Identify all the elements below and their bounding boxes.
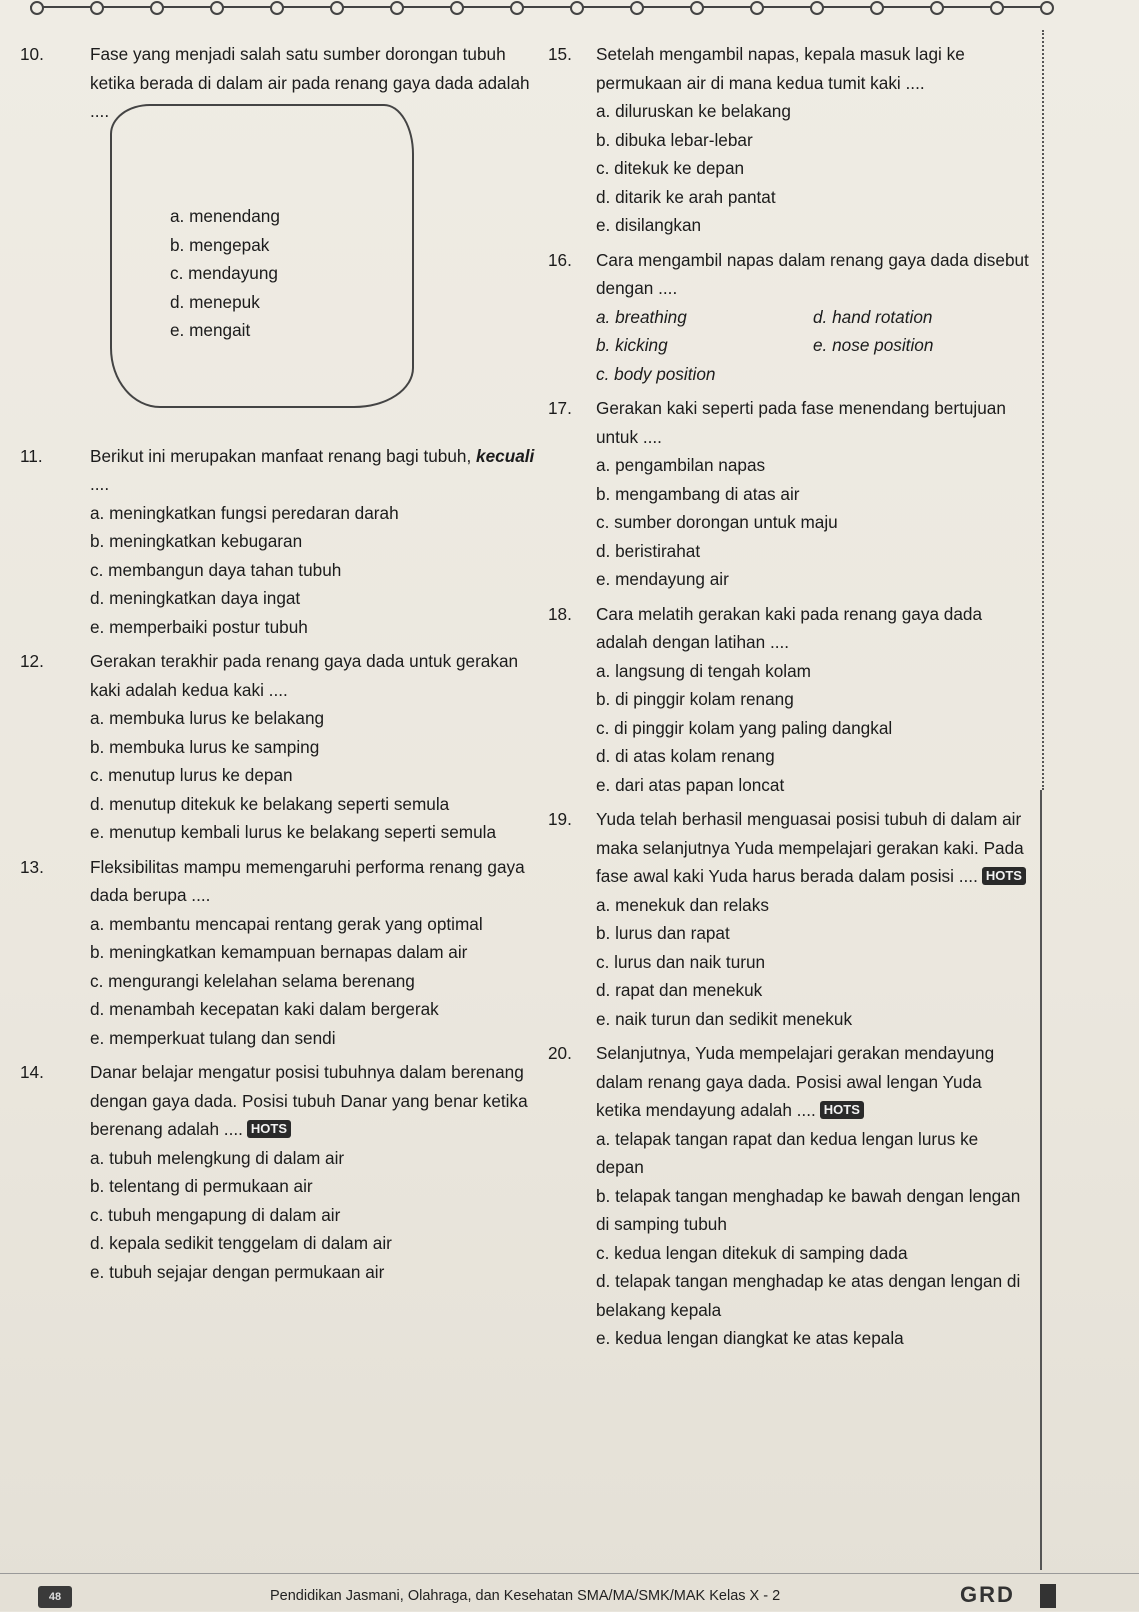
option-b[interactable]: b. meningkatkan kebugaran — [90, 531, 303, 551]
question-text-part: .... — [90, 474, 110, 494]
option-c[interactable]: c. ditekuk ke depan — [596, 158, 745, 178]
option-d[interactable]: d. telapak tangan menghadap ke atas dengan lengan di belakang kepala — [596, 1271, 1021, 1320]
option-e[interactable]: e. mengait — [170, 320, 251, 340]
option-e[interactable]: e. tubuh sejajar dengan permukaan air — [90, 1261, 385, 1282]
option-c[interactable]: c. di pinggir kolam yang paling dangkal — [596, 717, 893, 738]
option-c[interactable]: c. mengurangi kelelahan selama berenang — [90, 970, 415, 991]
question-text — [596, 1039, 1030, 1125]
option-b[interactable] — [596, 331, 813, 360]
question-number: 19. — [548, 809, 572, 829]
question-text-part: Yuda telah berhasil menguasai posisi tubuh di dalam air maka selanjutnya Yuda mempelajari gerakan kaki. Pada fase awal kaki Yuda harus berada dalam posisi .... — [596, 809, 1024, 886]
option-b[interactable]: b. meningkatkan kemampuan bernapas dalam air — [90, 942, 468, 962]
option-c[interactable]: c. membangun daya tahan tubuh — [90, 559, 342, 580]
option-d[interactable]: d. di atas kolam renang — [596, 746, 775, 766]
question-number: 20. — [548, 1043, 572, 1063]
option-c[interactable]: c. tubuh mengapung di dalam air — [90, 1204, 341, 1225]
question-number: 11. — [20, 445, 43, 466]
question-number: 14. — [20, 1062, 44, 1082]
hots-badge: HOTS — [247, 1120, 291, 1138]
right-column — [548, 40, 1030, 1353]
option-label: a. breathing — [596, 306, 687, 327]
question-text — [596, 805, 1030, 891]
question-text: Cara mengambil napas dalam renang gaya dada disebut dengan .... — [596, 249, 1029, 298]
option-b[interactable]: b. lurus dan rapat — [596, 923, 730, 943]
question-text: Setelah mengambil napas, kepala masuk lagi ke permukaan air di mana kedua tumit kaki .... — [596, 44, 965, 93]
right-page-border — [1040, 790, 1050, 1570]
option-label: c. body position — [596, 363, 716, 384]
question-text — [90, 1058, 545, 1144]
option-a[interactable]: a. pengambilan napas — [596, 455, 766, 475]
question-10-options — [170, 202, 280, 345]
option-b[interactable]: b. membuka lurus ke samping — [90, 736, 320, 757]
option-c[interactable]: c. lurus dan naik turun — [596, 951, 766, 972]
option-c[interactable]: c. menutup lurus ke depan — [90, 765, 293, 785]
question-text: Fleksibilitas mampu memengaruhi performa renang gaya dada berupa .... — [90, 856, 525, 905]
option-d[interactable]: d. meningkatkan daya ingat — [90, 588, 301, 608]
question-text-part: Berikut ini merupakan manfaat renang bagi tubuh, — [90, 445, 477, 466]
option-a[interactable]: a. tubuh melengkung di dalam air — [90, 1147, 345, 1168]
option-a[interactable]: a. membantu mencapai rentang gerak yang optimal — [90, 913, 483, 934]
question-18 — [548, 600, 1030, 800]
question-number: 18. — [548, 603, 572, 624]
option-d[interactable]: d. menambah kecepatan kaki dalam bergerak — [90, 999, 439, 1019]
option-d[interactable]: d. ditarik ke arah pantat — [596, 186, 776, 207]
option-e[interactable] — [813, 331, 1030, 360]
option-e[interactable]: e. kedua lengan diangkat ke atas kepala — [596, 1328, 904, 1348]
question-text: Fase yang menjadi salah satu sumber dorongan tubuh ketika berada di dalam air pada renang gaya dada adalah .... — [90, 44, 530, 121]
question-16 — [548, 246, 1030, 389]
option-c[interactable]: c. mendayung — [170, 263, 278, 283]
option-d[interactable]: d. rapat dan menekuk — [596, 980, 763, 1000]
option-c[interactable] — [596, 360, 813, 389]
option-d[interactable]: d. menutup ditekuk ke belakang seperti semula — [90, 793, 450, 814]
question-text: Gerakan terakhir pada renang gaya dada untuk gerakan kaki adalah kedua kaki .... — [90, 651, 519, 700]
question-text: Gerakan kaki seperti pada fase menendang bertujuan untuk .... — [596, 398, 1006, 447]
page-number: 48 — [38, 1586, 72, 1608]
option-e[interactable]: e. disilangkan — [596, 215, 702, 235]
option-e[interactable]: e. memperbaiki postur tubuh — [90, 616, 308, 637]
option-e[interactable]: e. dari atas papan loncat — [596, 774, 785, 795]
option-a[interactable]: a. diluruskan ke belakang — [596, 101, 791, 121]
question-15 — [548, 40, 1030, 240]
question-11 — [20, 442, 545, 642]
question-number: 10. — [20, 44, 44, 64]
question-number: 12. — [20, 651, 44, 671]
question-number: 16. — [548, 249, 572, 270]
book-title: Pendidikan Jasmani, Olahraga, dan Kesehatan SMA/MA/SMK/MAK Kelas X - 2 — [270, 1588, 781, 1604]
option-b[interactable]: b. di pinggir kolam renang — [596, 689, 794, 709]
option-d[interactable]: d. beristirahat — [596, 540, 701, 561]
question-17 — [548, 394, 1030, 594]
option-a[interactable] — [596, 303, 813, 332]
hots-badge: HOTS — [982, 867, 1026, 885]
option-d[interactable] — [813, 303, 1030, 332]
question-number: 17. — [548, 398, 572, 418]
question-text-part: Danar belajar mengatur posisi tubuhnya dalam berenang dengan gaya dada. Posisi tubuh Danar yang benar ketika berenang adalah .... — [90, 1062, 528, 1139]
option-b[interactable]: b. mengepak — [170, 234, 270, 255]
option-grid — [596, 303, 1030, 389]
option-a[interactable]: a. menekuk dan relaks — [596, 894, 769, 915]
option-label: d. hand rotation — [813, 306, 933, 327]
question-12 — [20, 647, 545, 847]
page-footer — [0, 1573, 1139, 1612]
option-a[interactable]: a. telapak tangan rapat dan kedua lengan lurus ke depan — [596, 1128, 979, 1177]
option-b[interactable]: b. telentang di permukaan air — [90, 1176, 313, 1196]
option-e[interactable]: e. mendayung air — [596, 569, 729, 589]
option-b[interactable]: b. mengambang di atas air — [596, 483, 800, 504]
right-margin-rings — [1028, 30, 1044, 790]
option-label: b. kicking — [596, 335, 668, 355]
question-emphasis: kecuali — [476, 445, 535, 466]
spiral-binding — [30, 6, 1050, 28]
question-number: 13. — [20, 856, 44, 877]
question-text: Cara melatih gerakan kaki pada renang gaya dada adalah dengan latihan .... — [596, 603, 983, 652]
option-d[interactable]: d. menepuk — [170, 291, 260, 312]
option-c[interactable]: c. sumber dorongan untuk maju — [596, 512, 838, 532]
option-b[interactable]: b. dibuka lebar-lebar — [596, 129, 753, 150]
publisher-logo-mark — [1040, 1584, 1056, 1608]
option-a[interactable]: a. meningkatkan fungsi peredaran darah — [90, 502, 399, 523]
option-a[interactable]: a. langsung di tengah kolam — [596, 660, 811, 681]
option-e[interactable]: e. menutup kembali lurus ke belakang seperti semula — [90, 822, 497, 842]
option-label: e. nose position — [813, 335, 934, 355]
option-b[interactable]: b. telapak tangan menghadap ke bawah dengan lengan di samping tubuh — [596, 1185, 1021, 1234]
question-13 — [20, 853, 545, 1053]
question-19 — [548, 805, 1030, 1033]
question-text-part: Selanjutnya, Yuda mempelajari gerakan mendayung dalam renang gaya dada. Posisi awal lengan Yuda ketika mendayung adalah .... — [596, 1043, 995, 1120]
option-c[interactable]: c. kedua lengan ditekuk di samping dada — [596, 1242, 908, 1263]
question-text — [90, 442, 545, 499]
option-e[interactable]: e. memperkuat tulang dan sendi — [90, 1027, 336, 1048]
hots-badge: HOTS — [820, 1101, 864, 1119]
question-number: 15. — [548, 44, 572, 64]
option-e[interactable]: e. naik turun dan sedikit menekuk — [596, 1008, 853, 1029]
option-a[interactable]: a. menendang — [170, 206, 280, 226]
question-14 — [20, 1058, 545, 1286]
option-d[interactable]: d. kepala sedikit tenggelam di dalam air — [90, 1233, 392, 1253]
option-a[interactable]: a. membuka lurus ke belakang — [90, 708, 325, 728]
question-20 — [548, 1039, 1030, 1353]
publisher-logo: GRD — [960, 1582, 1015, 1607]
